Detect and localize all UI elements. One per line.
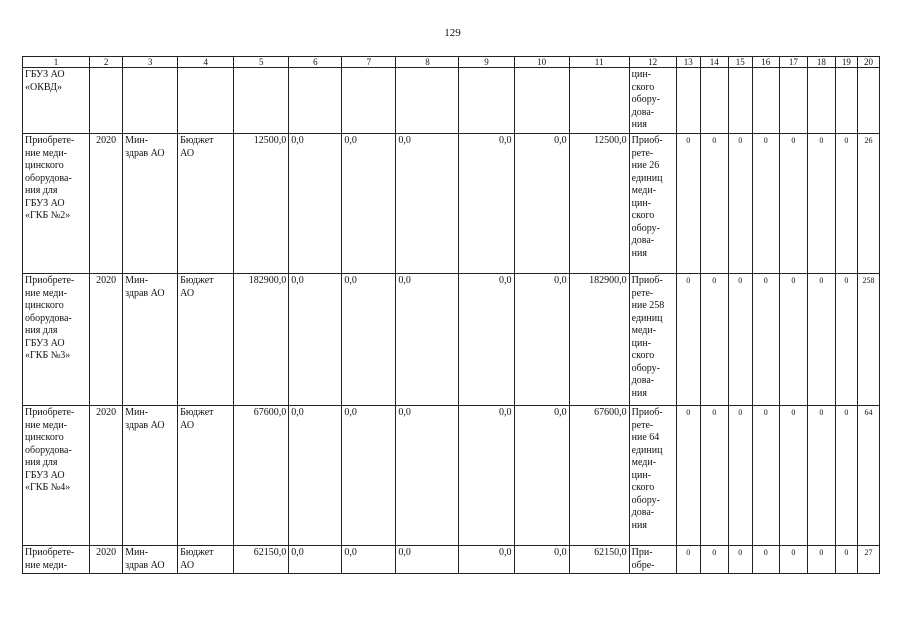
page-number: 129 bbox=[444, 27, 461, 39]
value-cell-col-10 bbox=[514, 68, 569, 134]
header-cell: 6 bbox=[289, 57, 342, 68]
regional-budget-cell: 12500,0 bbox=[569, 134, 629, 274]
funding-source-cell: Бюджет АО bbox=[178, 546, 234, 574]
header-row bbox=[23, 57, 880, 68]
header-cell: 17 bbox=[779, 57, 807, 68]
header-cell: 19 bbox=[835, 57, 857, 68]
header-cell: 16 bbox=[752, 57, 779, 68]
value-cell-col-7: 0,0 bbox=[342, 134, 396, 274]
header-cell: 2 bbox=[90, 57, 123, 68]
value-cell-col-8: 0,0 bbox=[396, 546, 459, 574]
value-cell-col-10: 0,0 bbox=[514, 274, 569, 406]
funding-source-cell: Бюджет АО bbox=[178, 406, 234, 546]
value-cell-col-13: 0 bbox=[676, 274, 700, 406]
total-amount-cell: 62150,0 bbox=[234, 546, 289, 574]
value-cell-col-8 bbox=[396, 68, 459, 134]
value-cell-col-18: 0 bbox=[807, 546, 835, 574]
value-cell-col-7 bbox=[342, 68, 396, 134]
result-description-cell: При- обре- bbox=[629, 546, 676, 574]
header-cell: 7 bbox=[342, 57, 396, 68]
executor-cell: Мин- здрав АО bbox=[123, 274, 178, 406]
header-cell: 20 bbox=[857, 57, 879, 68]
result-description-cell: Приоб- рете- ние 258 единиц меди- цин- ского обору- дова- ния bbox=[629, 274, 676, 406]
total-amount-cell: 12500,0 bbox=[234, 134, 289, 274]
regional-budget-cell: 182900,0 bbox=[569, 274, 629, 406]
header-cell: 18 bbox=[807, 57, 835, 68]
value-cell-col-17 bbox=[779, 68, 807, 134]
value-cell-col-9: 0,0 bbox=[459, 274, 514, 406]
regional-budget-cell bbox=[569, 68, 629, 134]
value-cell-col-10: 0,0 bbox=[514, 406, 569, 546]
executor-cell: Мин- здрав АО bbox=[123, 406, 178, 546]
value-cell-col-20 bbox=[857, 68, 879, 134]
header-cell: 8 bbox=[396, 57, 459, 68]
value-cell-col-18: 0 bbox=[807, 134, 835, 274]
value-cell-col-14: 0 bbox=[700, 406, 728, 546]
value-cell-col-6 bbox=[289, 68, 342, 134]
value-cell-col-14: 0 bbox=[700, 274, 728, 406]
header-cell: 13 bbox=[676, 57, 700, 68]
header-cell: 5 bbox=[234, 57, 289, 68]
value-cell-col-17: 0 bbox=[779, 406, 807, 546]
executor-cell: Мин- здрав АО bbox=[123, 134, 178, 274]
value-cell-col-18: 0 bbox=[807, 406, 835, 546]
value-cell-col-6: 0,0 bbox=[289, 274, 342, 406]
result-description-cell: Приоб- рете- ние 26 единиц меди- цин- ского обору- дова- ния bbox=[629, 134, 676, 274]
measure-name-cell: Приобрете- ние меди- bbox=[23, 546, 90, 574]
value-cell-col-6: 0,0 bbox=[289, 546, 342, 574]
value-cell-col-9: 0,0 bbox=[459, 406, 514, 546]
value-cell-col-13: 0 bbox=[676, 546, 700, 574]
total-amount-cell bbox=[234, 68, 289, 134]
value-cell-col-13: 0 bbox=[676, 406, 700, 546]
header-cell: 10 bbox=[514, 57, 569, 68]
value-cell-col-10: 0,0 bbox=[514, 546, 569, 574]
value-cell-col-7: 0,0 bbox=[342, 406, 396, 546]
value-cell-col-7: 0,0 bbox=[342, 546, 396, 574]
value-cell-col-6: 0,0 bbox=[289, 134, 342, 274]
value-cell-col-20: 64 bbox=[857, 406, 879, 546]
value-cell-col-15: 0 bbox=[728, 406, 752, 546]
value-cell-col-10: 0,0 bbox=[514, 134, 569, 274]
value-cell-col-8: 0,0 bbox=[396, 274, 459, 406]
value-cell-col-16: 0 bbox=[752, 134, 779, 274]
table-row bbox=[23, 546, 880, 574]
header-cell: 3 bbox=[123, 57, 178, 68]
value-cell-col-20: 26 bbox=[857, 134, 879, 274]
table-row bbox=[23, 68, 880, 134]
value-cell-col-14: 0 bbox=[700, 134, 728, 274]
value-cell-col-18: 0 bbox=[807, 274, 835, 406]
value-cell-col-17: 0 bbox=[779, 274, 807, 406]
measure-name-cell: ГБУЗ АО «ОКВД» bbox=[23, 68, 90, 134]
value-cell-col-17: 0 bbox=[779, 134, 807, 274]
regional-budget-cell: 62150,0 bbox=[569, 546, 629, 574]
value-cell-col-9: 0,0 bbox=[459, 546, 514, 574]
result-description-cell: Приоб- рете- ние 64 единиц меди- цин- ского обору- дова- ния bbox=[629, 406, 676, 546]
year-cell: 2020 bbox=[90, 546, 123, 574]
funding-source-cell bbox=[178, 68, 234, 134]
value-cell-col-20: 27 bbox=[857, 546, 879, 574]
value-cell-col-19: 0 bbox=[835, 134, 857, 274]
header-cell: 15 bbox=[728, 57, 752, 68]
header-cell: 1 bbox=[23, 57, 90, 68]
table-row bbox=[23, 406, 880, 546]
year-cell: 2020 bbox=[90, 406, 123, 546]
executor-cell bbox=[123, 68, 178, 134]
value-cell-col-20: 258 bbox=[857, 274, 879, 406]
header-cell: 4 bbox=[178, 57, 234, 68]
table-row bbox=[23, 274, 880, 406]
value-cell-col-19: 0 bbox=[835, 274, 857, 406]
value-cell-col-6: 0,0 bbox=[289, 406, 342, 546]
header-cell: 11 bbox=[569, 57, 629, 68]
funding-source-cell: Бюджет АО bbox=[178, 274, 234, 406]
year-cell: 2020 bbox=[90, 274, 123, 406]
value-cell-col-16: 0 bbox=[752, 274, 779, 406]
value-cell-col-14 bbox=[700, 68, 728, 134]
budget-table bbox=[22, 56, 880, 574]
value-cell-col-19 bbox=[835, 68, 857, 134]
measure-name-cell: Приобрете- ние меди- цинского оборудова- ния для ГБУЗ АО «ГКБ №3» bbox=[23, 274, 90, 406]
value-cell-col-15: 0 bbox=[728, 274, 752, 406]
value-cell-col-16: 0 bbox=[752, 546, 779, 574]
header-cell: 12 bbox=[629, 57, 676, 68]
measure-name-cell: Приобрете- ние меди- цинского оборудова- ния для ГБУЗ АО «ГКБ №2» bbox=[23, 134, 90, 274]
regional-budget-cell: 67600,0 bbox=[569, 406, 629, 546]
value-cell-col-14: 0 bbox=[700, 546, 728, 574]
value-cell-col-15: 0 bbox=[728, 546, 752, 574]
value-cell-col-16 bbox=[752, 68, 779, 134]
value-cell-col-15: 0 bbox=[728, 134, 752, 274]
value-cell-col-8: 0,0 bbox=[396, 134, 459, 274]
value-cell-col-8: 0,0 bbox=[396, 406, 459, 546]
total-amount-cell: 182900,0 bbox=[234, 274, 289, 406]
value-cell-col-9 bbox=[459, 68, 514, 134]
value-cell-col-15 bbox=[728, 68, 752, 134]
value-cell-col-18 bbox=[807, 68, 835, 134]
funding-source-cell: Бюджет АО bbox=[178, 134, 234, 274]
table-row bbox=[23, 134, 880, 274]
value-cell-col-16: 0 bbox=[752, 406, 779, 546]
value-cell-col-9: 0,0 bbox=[459, 134, 514, 274]
year-cell bbox=[90, 68, 123, 134]
year-cell: 2020 bbox=[90, 134, 123, 274]
value-cell-col-13 bbox=[676, 68, 700, 134]
value-cell-col-17: 0 bbox=[779, 546, 807, 574]
executor-cell: Мин- здрав АО bbox=[123, 546, 178, 574]
value-cell-col-19: 0 bbox=[835, 546, 857, 574]
measure-name-cell: Приобрете- ние меди- цинского оборудова- ния для ГБУЗ АО «ГКБ №4» bbox=[23, 406, 90, 546]
header-cell: 14 bbox=[700, 57, 728, 68]
value-cell-col-19: 0 bbox=[835, 406, 857, 546]
total-amount-cell: 67600,0 bbox=[234, 406, 289, 546]
header-cell: 9 bbox=[459, 57, 514, 68]
result-description-cell: цин- ского обору- дова- ния bbox=[629, 68, 676, 134]
value-cell-col-7: 0,0 bbox=[342, 274, 396, 406]
value-cell-col-13: 0 bbox=[676, 134, 700, 274]
